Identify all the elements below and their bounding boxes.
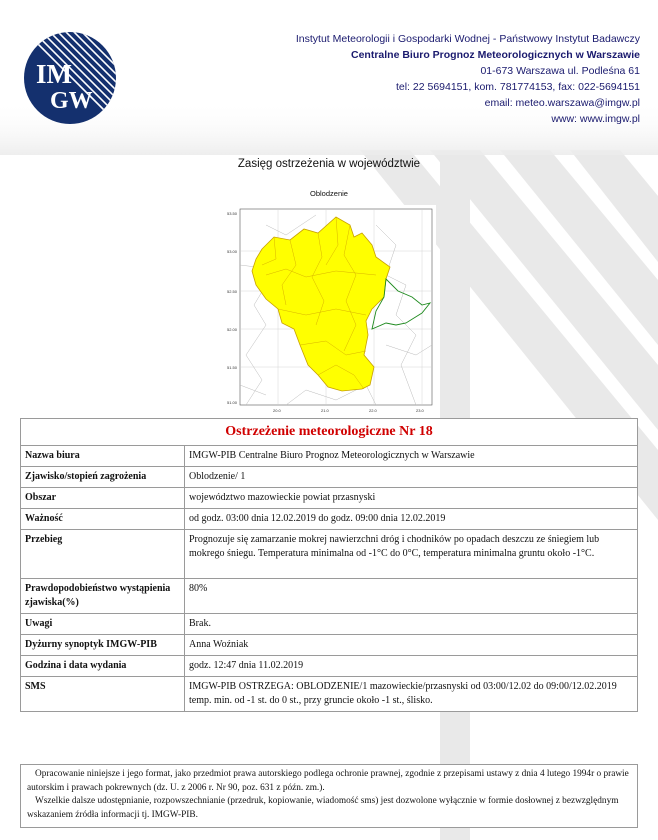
table-row	[21, 579, 638, 614]
row-label: Obszar	[21, 488, 185, 509]
table-row	[21, 446, 638, 467]
row-value: Brak.	[185, 614, 638, 635]
y-tick: 53.50	[227, 211, 238, 216]
institute-name: Instytut Meteorologii i Gospodarki Wodnej - Państwowy Instytut Badawczy	[295, 33, 640, 45]
x-tick: 22.0	[369, 408, 377, 413]
row-label: Ważność	[21, 509, 185, 530]
y-tick: 53.00	[227, 249, 238, 254]
table-row	[21, 467, 638, 488]
row-label: Przebieg	[21, 530, 185, 579]
row-label: Godzina i data wydania	[21, 656, 185, 677]
address: 01-673 Warszawa ul. Podleśna 61	[480, 65, 640, 77]
row-value: od godz. 03:00 dnia 12.02.2019 do godz. 09:00 dnia 12.02.2019	[185, 509, 638, 530]
row-value: 80%	[185, 579, 638, 614]
row-label: Nazwa biura	[21, 446, 185, 467]
logo-text-bottom: GW	[50, 88, 93, 114]
x-tick: 21.0	[321, 408, 329, 413]
table-row	[21, 509, 638, 530]
row-value: województwo mazowieckie powiat przasnyski	[185, 488, 638, 509]
row-label: Dyżurny synoptyk IMGW-PIB	[21, 635, 185, 656]
logo-text-top: IM	[36, 59, 72, 89]
usage-text: Wszelkie dalsze udostępnianie, rozpowszechnianie (przedruk, kopiowanie, wiadomość sms) jest dozwolone wyłącznie w formie dosłownej z bezwzględnym wskazaniem źródła informacji tj. IMGW-PIB.	[27, 796, 619, 820]
y-tick: 51.50	[227, 365, 238, 370]
contact-block	[296, 31, 640, 127]
www-link[interactable]: www: www.imgw.pl	[551, 113, 640, 125]
imgw-logo-icon	[20, 30, 120, 126]
office-name: Centralne Biuro Prognoz Meteorologicznych w Warszawie	[351, 49, 640, 61]
warning-title: Ostrzeżenie meteorologiczne Nr 18	[21, 419, 638, 446]
copyright-footer	[20, 764, 638, 828]
table-row	[21, 677, 638, 712]
row-value: IMGW-PIB OSTRZEGA: OBLODZENIE/1 mazowieckie/przasnyski od 03:00/12.02 do 09:00/12.02.2019 temp. min. od -1 st. do 0 st., przy gruncie około -1 st., ślisko.	[185, 677, 638, 712]
table-row	[21, 530, 638, 579]
x-tick: 23.0	[416, 408, 424, 413]
table-row	[21, 488, 638, 509]
map-subtitle: Oblodzenie	[310, 189, 348, 198]
y-tick: 52.00	[227, 327, 238, 332]
phone: tel: 22 5694151, kom. 781774153, fax: 022-5694151	[395, 81, 640, 93]
warning-map	[226, 205, 436, 415]
copyright-text: Opracowanie niniejsze i jego format, jako przedmiot prawa autorskiego podlega ochronie prawnej, zgodnie z przepisami ustawy z dnia 4 lutego 1994r o prawie autorskim i prawach pokrewnych (dz. U. z 2006 r. Nr 90, poz. 631 z późn. zm.).	[27, 769, 629, 793]
y-tick: 51.00	[227, 400, 238, 405]
y-tick: 52.50	[227, 289, 238, 294]
row-label: Uwagi	[21, 614, 185, 635]
row-value: Anna Woźniak	[185, 635, 638, 656]
row-value: Prognozuje się zamarzanie mokrej nawierzchni dróg i chodników po opadach deszczu ze śniegiem lub mokrego śniegu. Temperatura minimalna od -1°C do 0°C, temperatura minimalna gruntu około -1°C.	[185, 530, 638, 579]
row-value: godz. 12:47 dnia 11.02.2019	[185, 656, 638, 677]
x-tick: 20.0	[273, 408, 281, 413]
warning-table	[20, 418, 638, 712]
table-row	[21, 635, 638, 656]
table-row	[21, 614, 638, 635]
table-row	[21, 656, 638, 677]
row-label: Zjawisko/stopień zagrożenia	[21, 467, 185, 488]
row-label: SMS	[21, 677, 185, 712]
row-label: Prawdopodobieństwo wystąpienia zjawiska(%)	[21, 579, 185, 614]
row-value: IMGW-PIB Centralne Biuro Prognoz Meteorologicznych w Warszawie	[185, 446, 638, 467]
map-title: Zasięg ostrzeżenia w województwie	[237, 158, 421, 170]
row-value: Oblodzenie/ 1	[185, 467, 638, 488]
header	[0, 0, 658, 140]
email-link[interactable]: email: meteo.warszawa@imgw.pl	[484, 97, 640, 109]
